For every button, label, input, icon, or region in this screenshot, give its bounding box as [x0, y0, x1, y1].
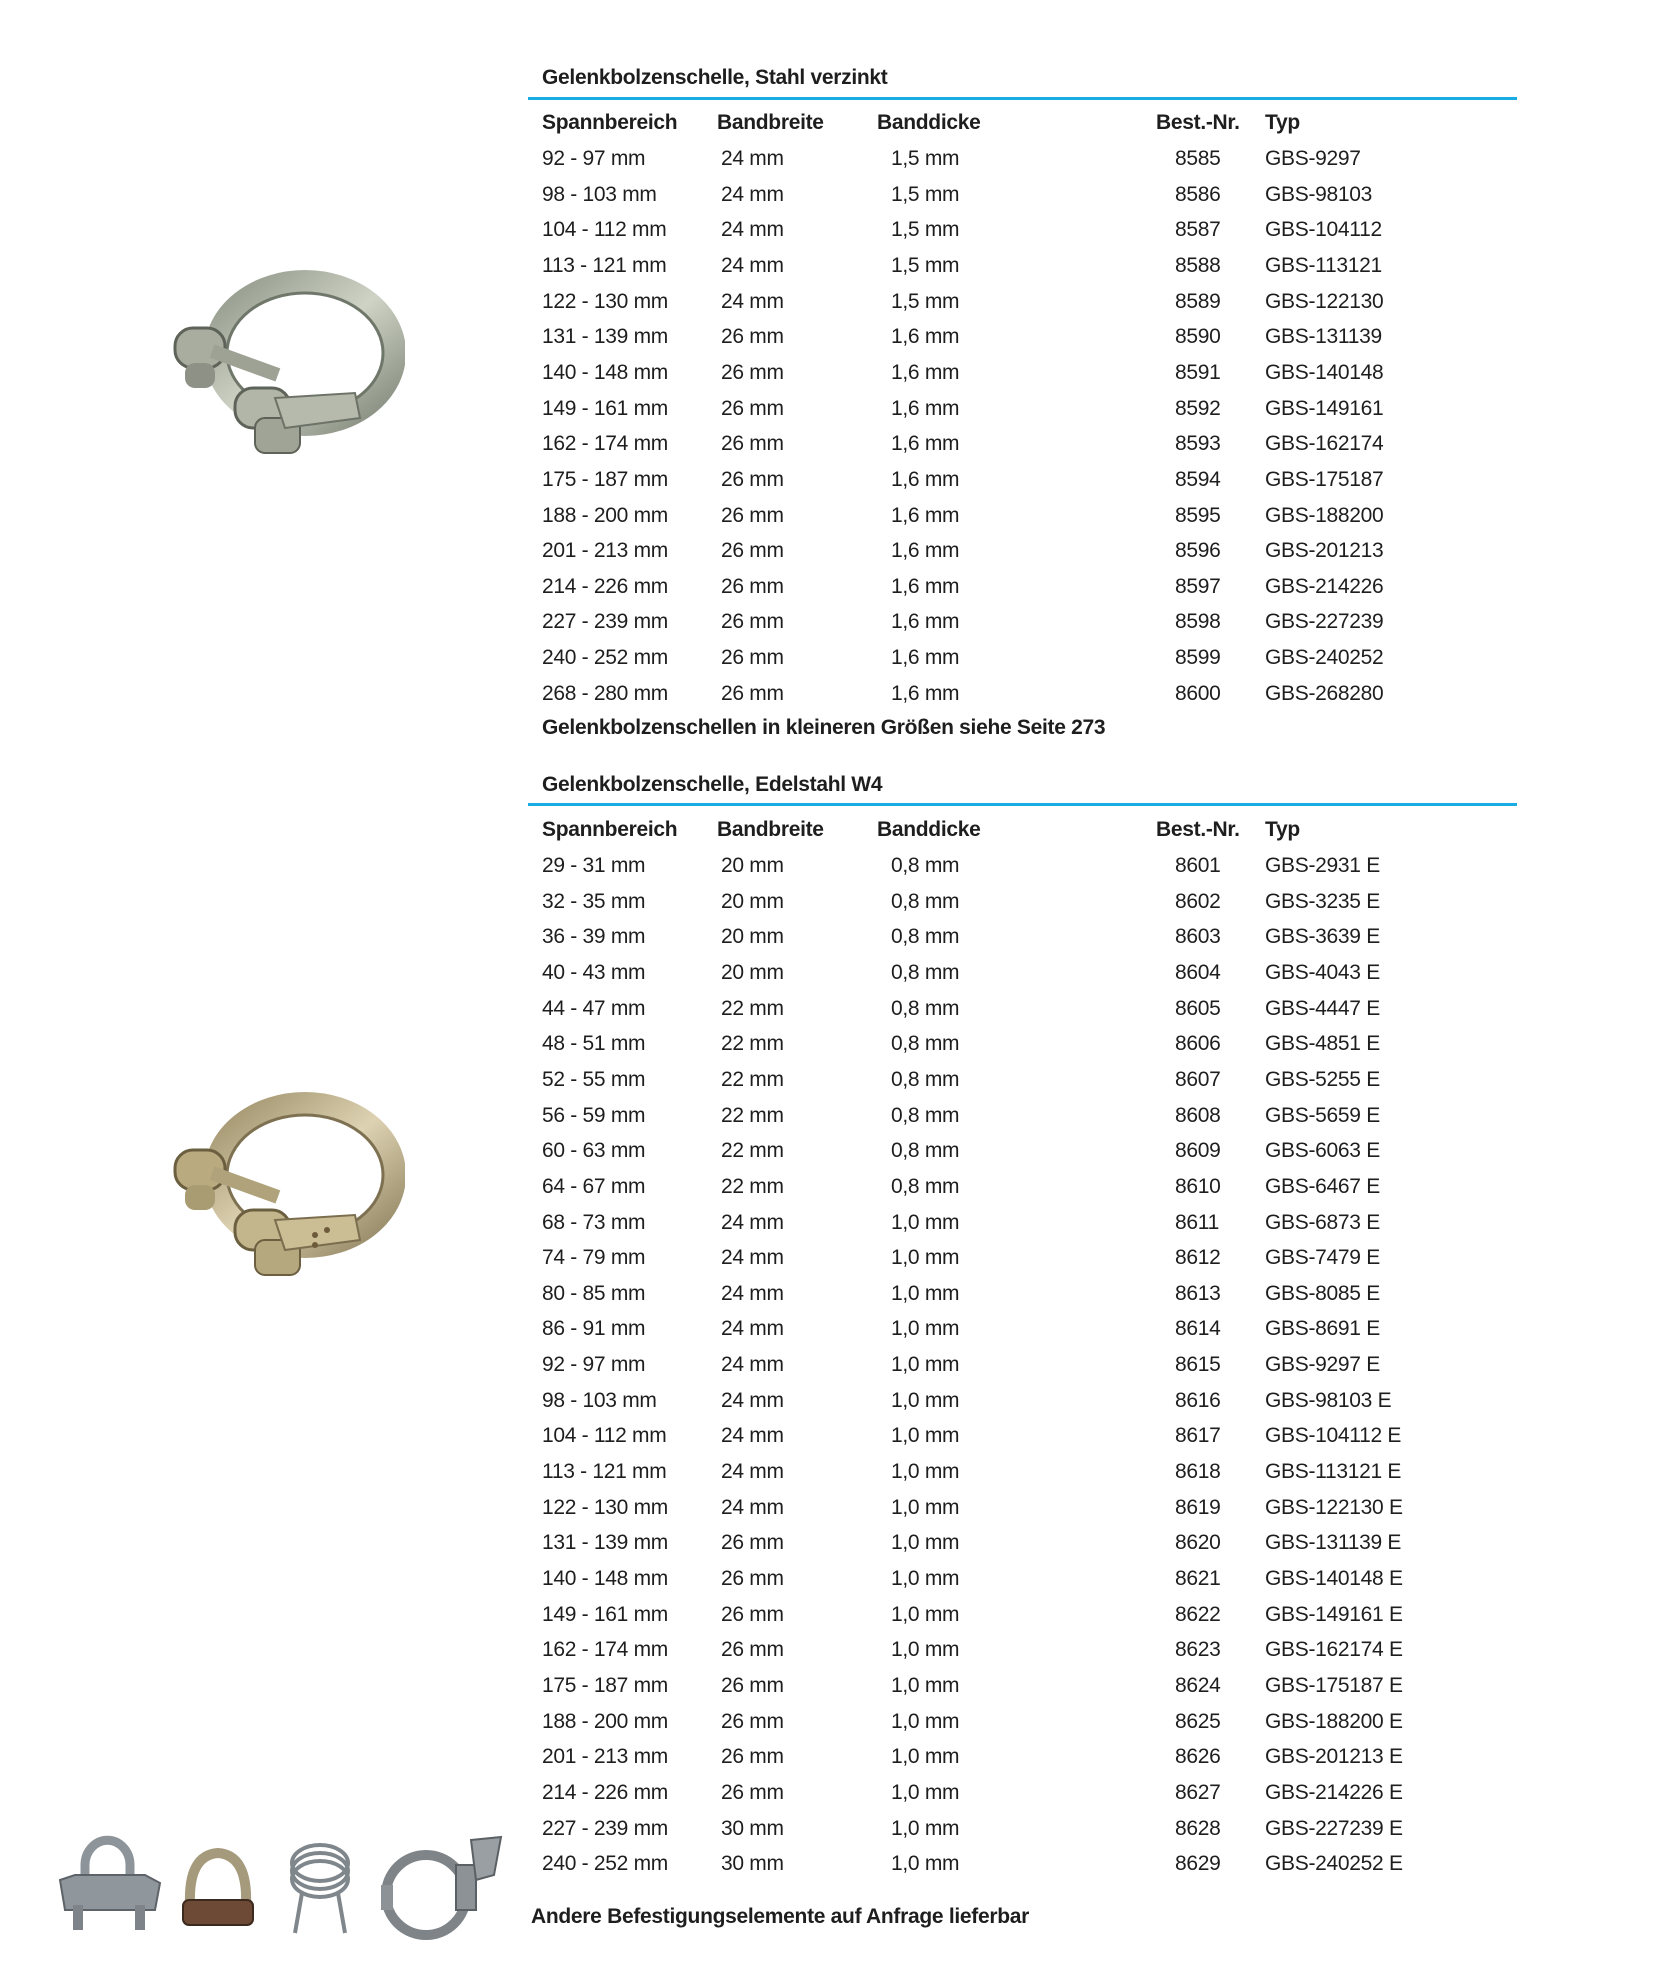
cell-bandbreite: 26 mm: [721, 539, 784, 563]
cell-banddicke: 1,0 mm: [891, 1531, 960, 1555]
cell-banddicke: 1,6 mm: [891, 646, 960, 670]
cell-typ: GBS-113121: [1265, 253, 1382, 277]
cell-banddicke: 1,5 mm: [891, 182, 960, 206]
cell-spannbereich: 80 - 85 mm: [542, 1281, 646, 1305]
cell-bandbreite: 26 mm: [721, 574, 784, 598]
cell-best-nr: 8612: [1175, 1246, 1221, 1270]
section-divider: [528, 97, 1517, 100]
cell-bandbreite: 24 mm: [721, 1424, 784, 1448]
column-header-typ: Typ: [1265, 111, 1300, 134]
band-clamp-photo: [178, 1845, 258, 1935]
cell-typ: GBS-227239: [1265, 610, 1384, 634]
table-row: [542, 854, 1522, 884]
cell-spannbereich: 240 - 252 mm: [542, 646, 668, 670]
cell-typ: GBS-113121 E: [1265, 1460, 1402, 1484]
table-row: [542, 1496, 1522, 1526]
cell-spannbereich: 48 - 51 mm: [542, 1032, 646, 1056]
cell-spannbereich: 40 - 43 mm: [542, 960, 646, 984]
cell-spannbereich: 131 - 139 mm: [542, 1531, 668, 1555]
table-row: [542, 432, 1522, 462]
cell-typ: GBS-6467 E: [1265, 1174, 1380, 1198]
cell-banddicke: 0,8 mm: [891, 1067, 960, 1091]
cell-bandbreite: 30 mm: [721, 1816, 784, 1840]
cell-typ: GBS-104112 E: [1265, 1424, 1402, 1448]
cell-best-nr: 8627: [1175, 1780, 1221, 1804]
cell-banddicke: 1,0 mm: [891, 1780, 960, 1804]
cell-best-nr: 8592: [1175, 396, 1221, 420]
cell-spannbereich: 175 - 187 mm: [542, 1673, 668, 1697]
table-row: [542, 1745, 1522, 1775]
cell-best-nr: 8597: [1175, 574, 1221, 598]
cell-best-nr: 8588: [1175, 253, 1221, 277]
cell-best-nr: 8605: [1175, 996, 1221, 1020]
cell-typ: GBS-9297: [1265, 147, 1361, 170]
cell-spannbereich: 52 - 55 mm: [542, 1067, 646, 1091]
table-row: [542, 682, 1522, 712]
column-header-bandbreite: Bandbreite: [717, 111, 824, 134]
cell-typ: GBS-201213 E: [1265, 1745, 1403, 1769]
table-row: [542, 1211, 1522, 1241]
cell-typ: GBS-5255 E: [1265, 1067, 1380, 1091]
table-row: [542, 1424, 1522, 1454]
cell-typ: GBS-131139: [1265, 325, 1382, 349]
table-row: [542, 575, 1522, 605]
cell-typ: GBS-240252: [1265, 646, 1384, 670]
cell-spannbereich: 113 - 121 mm: [542, 1460, 667, 1484]
cell-bandbreite: 26 mm: [721, 1673, 784, 1697]
cell-best-nr: 8626: [1175, 1745, 1221, 1769]
table-row: [542, 147, 1522, 177]
cell-banddicke: 0,8 mm: [891, 854, 960, 877]
cell-spannbereich: 44 - 47 mm: [542, 996, 646, 1020]
cell-spannbereich: 29 - 31 mm: [542, 854, 646, 877]
cell-best-nr: 8594: [1175, 467, 1221, 491]
table-row: [542, 1852, 1522, 1882]
cell-spannbereich: 162 - 174 mm: [542, 432, 668, 456]
smaller-sizes-note: Gelenkbolzenschellen in kleineren Größen siehe Seite 273: [542, 716, 1106, 739]
cell-spannbereich: 60 - 63 mm: [542, 1139, 646, 1163]
cell-best-nr: 8618: [1175, 1460, 1221, 1484]
cell-best-nr: 8600: [1175, 681, 1221, 705]
cell-best-nr: 8628: [1175, 1816, 1221, 1840]
cell-spannbereich: 162 - 174 mm: [542, 1638, 668, 1662]
cell-typ: GBS-7479 E: [1265, 1246, 1380, 1270]
table-row: [542, 325, 1522, 355]
cell-bandbreite: 22 mm: [721, 1174, 784, 1198]
cell-bandbreite: 22 mm: [721, 996, 784, 1020]
cell-banddicke: 1,0 mm: [891, 1246, 960, 1270]
table-row: [542, 361, 1522, 391]
section-title-galvanized: Gelenkbolzenschelle, Stahl verzinkt: [542, 66, 888, 89]
cell-banddicke: 1,6 mm: [891, 396, 960, 420]
cell-bandbreite: 20 mm: [721, 960, 784, 984]
cell-bandbreite: 26 mm: [721, 1567, 784, 1590]
cell-best-nr: 8610: [1175, 1174, 1221, 1198]
cell-banddicke: 0,8 mm: [891, 1174, 960, 1198]
cell-spannbereich: 74 - 79 mm: [542, 1246, 646, 1270]
table-row: [542, 397, 1522, 427]
cell-bandbreite: 26 mm: [721, 1531, 784, 1555]
table-row: [542, 254, 1522, 284]
table-row: [542, 1139, 1522, 1169]
column-header-best-nr: Best.-Nr.: [1156, 818, 1240, 841]
table-row: [542, 1674, 1522, 1704]
cell-bandbreite: 26 mm: [721, 467, 784, 491]
cell-spannbereich: 92 - 97 mm: [542, 1353, 646, 1377]
cell-best-nr: 8619: [1175, 1495, 1221, 1519]
cell-spannbereich: 188 - 200 mm: [542, 503, 668, 527]
cell-typ: GBS-3235 E: [1265, 889, 1380, 913]
table-row: [542, 1710, 1522, 1740]
cell-best-nr: 8620: [1175, 1531, 1221, 1555]
cell-spannbereich: 131 - 139 mm: [542, 325, 668, 349]
cell-typ: GBS-131139 E: [1265, 1531, 1402, 1555]
cell-spannbereich: 104 - 112 mm: [542, 218, 667, 242]
section-title-stainless: Gelenkbolzenschelle, Edelstahl W4: [542, 773, 883, 796]
cell-banddicke: 1,5 mm: [891, 147, 960, 170]
cell-spannbereich: 227 - 239 mm: [542, 610, 668, 634]
cell-typ: GBS-149161: [1265, 396, 1384, 420]
cell-banddicke: 0,8 mm: [891, 925, 960, 949]
cell-best-nr: 8617: [1175, 1424, 1221, 1448]
cell-banddicke: 1,6 mm: [891, 681, 960, 705]
cell-spannbereich: 98 - 103 mm: [542, 1388, 657, 1412]
cell-bandbreite: 26 mm: [721, 1709, 784, 1733]
cell-bandbreite: 24 mm: [721, 253, 784, 277]
column-header-bandbreite: Bandbreite: [717, 818, 824, 841]
cell-spannbereich: 140 - 148 mm: [542, 360, 668, 384]
table-row: [542, 610, 1522, 640]
cell-banddicke: 0,8 mm: [891, 960, 960, 984]
table-row: [542, 1567, 1522, 1597]
cell-banddicke: 1,0 mm: [891, 1709, 960, 1733]
table-row: [542, 468, 1522, 498]
cell-best-nr: 8609: [1175, 1139, 1221, 1163]
cell-banddicke: 1,0 mm: [891, 1460, 960, 1484]
cell-bandbreite: 22 mm: [721, 1032, 784, 1056]
cell-bandbreite: 26 mm: [721, 1602, 784, 1626]
cell-spannbereich: 86 - 91 mm: [542, 1317, 646, 1341]
cell-banddicke: 1,6 mm: [891, 539, 960, 563]
table-row: [542, 1104, 1522, 1134]
cell-spannbereich: 36 - 39 mm: [542, 925, 646, 949]
cell-typ: GBS-188200 E: [1265, 1709, 1403, 1733]
cell-best-nr: 8613: [1175, 1281, 1221, 1305]
cell-typ: GBS-175187 E: [1265, 1673, 1403, 1697]
cell-typ: GBS-122130: [1265, 289, 1384, 313]
cell-banddicke: 1,6 mm: [891, 574, 960, 598]
cell-banddicke: 0,8 mm: [891, 1103, 960, 1127]
cell-bandbreite: 20 mm: [721, 925, 784, 949]
cell-bandbreite: 30 mm: [721, 1852, 784, 1876]
cell-bandbreite: 20 mm: [721, 889, 784, 913]
table-row: [542, 539, 1522, 569]
quick-release-clamp-photo: [376, 1835, 506, 1945]
cell-typ: GBS-268280: [1265, 681, 1384, 705]
column-header-banddicke: Banddicke: [877, 111, 981, 134]
cell-banddicke: 1,0 mm: [891, 1852, 960, 1876]
cell-bandbreite: 26 mm: [721, 360, 784, 384]
cell-best-nr: 8623: [1175, 1638, 1221, 1662]
cell-spannbereich: 113 - 121 mm: [542, 253, 667, 277]
cell-bandbreite: 24 mm: [721, 1317, 784, 1341]
cell-banddicke: 1,0 mm: [891, 1602, 960, 1626]
hinged-bolt-clamp-stainless-photo: [165, 1090, 405, 1300]
cell-spannbereich: 214 - 226 mm: [542, 1780, 668, 1804]
cell-best-nr: 8591: [1175, 360, 1221, 384]
table-row: [542, 183, 1522, 213]
cell-bandbreite: 26 mm: [721, 1745, 784, 1769]
cell-spannbereich: 201 - 213 mm: [542, 539, 668, 563]
cell-typ: GBS-201213: [1265, 539, 1384, 563]
cell-bandbreite: 26 mm: [721, 325, 784, 349]
cell-best-nr: 8625: [1175, 1709, 1221, 1733]
cell-bandbreite: 24 mm: [721, 218, 784, 242]
cell-typ: GBS-227239 E: [1265, 1816, 1403, 1840]
table-row: [542, 1282, 1522, 1312]
table-row: [542, 1389, 1522, 1419]
cell-best-nr: 8629: [1175, 1852, 1221, 1876]
cell-banddicke: 0,8 mm: [891, 1032, 960, 1056]
cell-spannbereich: 188 - 200 mm: [542, 1709, 668, 1733]
table-row: [542, 890, 1522, 920]
cell-best-nr: 8614: [1175, 1317, 1221, 1341]
cell-typ: GBS-240252 E: [1265, 1852, 1403, 1876]
table-row: [542, 1353, 1522, 1383]
cell-bandbreite: 22 mm: [721, 1067, 784, 1091]
cell-typ: GBS-214226: [1265, 574, 1384, 598]
spring-wire-clamp-photo: [280, 1838, 360, 1938]
cell-banddicke: 1,6 mm: [891, 432, 960, 456]
cell-banddicke: 1,6 mm: [891, 325, 960, 349]
cell-bandbreite: 24 mm: [721, 1353, 784, 1377]
cell-banddicke: 1,0 mm: [891, 1816, 960, 1840]
cell-typ: GBS-188200: [1265, 503, 1384, 527]
cell-typ: GBS-175187: [1265, 467, 1384, 491]
cell-bandbreite: 20 mm: [721, 854, 784, 877]
cell-banddicke: 1,0 mm: [891, 1424, 960, 1448]
cell-banddicke: 1,0 mm: [891, 1388, 960, 1412]
cell-best-nr: 8615: [1175, 1353, 1221, 1377]
cell-typ: GBS-5659 E: [1265, 1103, 1380, 1127]
column-header-best-nr: Best.-Nr.: [1156, 111, 1240, 134]
cell-best-nr: 8599: [1175, 646, 1221, 670]
cell-best-nr: 8608: [1175, 1103, 1221, 1127]
cell-typ: GBS-8085 E: [1265, 1281, 1380, 1305]
table-row: [542, 1638, 1522, 1668]
table-row: [542, 1068, 1522, 1098]
table-row: [542, 646, 1522, 676]
cell-banddicke: 1,5 mm: [891, 253, 960, 277]
cell-banddicke: 1,0 mm: [891, 1567, 960, 1590]
cell-best-nr: 8604: [1175, 960, 1221, 984]
cell-typ: GBS-214226 E: [1265, 1780, 1403, 1804]
cell-banddicke: 1,0 mm: [891, 1353, 960, 1377]
cell-typ: GBS-162174 E: [1265, 1638, 1403, 1662]
cell-best-nr: 8587: [1175, 218, 1221, 242]
hinged-bolt-clamp-galvanized-photo: [165, 268, 405, 478]
table-row: [542, 1531, 1522, 1561]
cell-spannbereich: 140 - 148 mm: [542, 1567, 668, 1590]
table-row: [542, 1317, 1522, 1347]
cell-spannbereich: 149 - 161 mm: [542, 396, 668, 420]
cell-bandbreite: 26 mm: [721, 681, 784, 705]
table-header-row: [542, 818, 1522, 848]
footer-note: Andere Befestigungselemente auf Anfrage lieferbar: [531, 1905, 1029, 1928]
u-bolt-exhaust-clamp-photo: [55, 1835, 165, 1935]
cell-spannbereich: 32 - 35 mm: [542, 889, 646, 913]
cell-best-nr: 8598: [1175, 610, 1221, 634]
cell-spannbereich: 149 - 161 mm: [542, 1602, 668, 1626]
cell-typ: GBS-149161 E: [1265, 1602, 1403, 1626]
column-header-spannbereich: Spannbereich: [542, 818, 678, 841]
cell-typ: GBS-98103: [1265, 182, 1373, 206]
cell-bandbreite: 22 mm: [721, 1103, 784, 1127]
cell-banddicke: 1,5 mm: [891, 289, 960, 313]
cell-typ: GBS-6063 E: [1265, 1139, 1380, 1163]
cell-best-nr: 8607: [1175, 1067, 1221, 1091]
table-row: [542, 218, 1522, 248]
cell-spannbereich: 201 - 213 mm: [542, 1745, 668, 1769]
cell-banddicke: 1,0 mm: [891, 1495, 960, 1519]
cell-typ: GBS-140148 E: [1265, 1567, 1403, 1590]
cell-typ: GBS-2931 E: [1265, 854, 1380, 877]
cell-best-nr: 8622: [1175, 1602, 1221, 1626]
cell-banddicke: 1,0 mm: [891, 1317, 960, 1341]
table-row: [542, 1246, 1522, 1276]
cell-best-nr: 8589: [1175, 289, 1221, 313]
cell-typ: GBS-122130 E: [1265, 1495, 1403, 1519]
cell-bandbreite: 22 mm: [721, 1139, 784, 1163]
table-row: [542, 1603, 1522, 1633]
cell-bandbreite: 24 mm: [721, 1246, 784, 1270]
cell-spannbereich: 214 - 226 mm: [542, 574, 668, 598]
cell-banddicke: 1,0 mm: [891, 1673, 960, 1697]
cell-spannbereich: 175 - 187 mm: [542, 467, 668, 491]
cell-spannbereich: 122 - 130 mm: [542, 1495, 668, 1519]
cell-banddicke: 0,8 mm: [891, 1139, 960, 1163]
cell-spannbereich: 240 - 252 mm: [542, 1852, 668, 1876]
cell-best-nr: 8606: [1175, 1032, 1221, 1056]
cell-bandbreite: 24 mm: [721, 1388, 784, 1412]
table-row: [542, 1781, 1522, 1811]
cell-best-nr: 8590: [1175, 325, 1221, 349]
cell-typ: GBS-3639 E: [1265, 925, 1380, 949]
cell-spannbereich: 227 - 239 mm: [542, 1816, 668, 1840]
table-header-row: [542, 111, 1522, 141]
cell-bandbreite: 26 mm: [721, 432, 784, 456]
cell-typ: GBS-104112: [1265, 218, 1382, 242]
cell-typ: GBS-162174: [1265, 432, 1384, 456]
cell-bandbreite: 26 mm: [721, 1638, 784, 1662]
cell-spannbereich: 92 - 97 mm: [542, 147, 646, 170]
cell-bandbreite: 24 mm: [721, 147, 784, 170]
cell-spannbereich: 268 - 280 mm: [542, 681, 668, 705]
table-row: [542, 1817, 1522, 1847]
cell-banddicke: 1,6 mm: [891, 360, 960, 384]
cell-best-nr: 8621: [1175, 1567, 1221, 1590]
cell-banddicke: 1,0 mm: [891, 1281, 960, 1305]
cell-typ: GBS-140148: [1265, 360, 1384, 384]
cell-best-nr: 8601: [1175, 854, 1221, 877]
cell-best-nr: 8586: [1175, 182, 1221, 206]
cell-spannbereich: 56 - 59 mm: [542, 1103, 646, 1127]
cell-best-nr: 8616: [1175, 1388, 1221, 1412]
cell-bandbreite: 26 mm: [721, 646, 784, 670]
cell-best-nr: 8611: [1175, 1210, 1219, 1234]
cell-typ: GBS-4851 E: [1265, 1032, 1380, 1056]
cell-best-nr: 8596: [1175, 539, 1221, 563]
table-row: [542, 1460, 1522, 1490]
cell-bandbreite: 26 mm: [721, 1780, 784, 1804]
cell-bandbreite: 24 mm: [721, 1495, 784, 1519]
table-row: [542, 925, 1522, 955]
table-row: [542, 290, 1522, 320]
column-header-spannbereich: Spannbereich: [542, 111, 678, 134]
cell-banddicke: 1,0 mm: [891, 1210, 960, 1234]
cell-banddicke: 1,6 mm: [891, 610, 960, 634]
cell-best-nr: 8624: [1175, 1673, 1221, 1697]
cell-bandbreite: 26 mm: [721, 503, 784, 527]
cell-bandbreite: 24 mm: [721, 1210, 784, 1234]
table-row: [542, 997, 1522, 1027]
cell-bandbreite: 24 mm: [721, 289, 784, 313]
cell-bandbreite: 24 mm: [721, 182, 784, 206]
cell-typ: GBS-6873 E: [1265, 1210, 1380, 1234]
cell-banddicke: 1,0 mm: [891, 1745, 960, 1769]
cell-banddicke: 0,8 mm: [891, 889, 960, 913]
cell-spannbereich: 64 - 67 mm: [542, 1174, 646, 1198]
cell-typ: GBS-9297 E: [1265, 1353, 1380, 1377]
cell-typ: GBS-98103 E: [1265, 1388, 1392, 1412]
table-row: [542, 1175, 1522, 1205]
cell-best-nr: 8593: [1175, 432, 1221, 456]
cell-typ: GBS-8691 E: [1265, 1317, 1380, 1341]
cell-spannbereich: 122 - 130 mm: [542, 289, 668, 313]
cell-spannbereich: 98 - 103 mm: [542, 182, 657, 206]
cell-banddicke: 1,0 mm: [891, 1638, 960, 1662]
cell-best-nr: 8603: [1175, 925, 1221, 949]
section-divider: [528, 803, 1517, 806]
cell-banddicke: 0,8 mm: [891, 996, 960, 1020]
cell-spannbereich: 104 - 112 mm: [542, 1424, 667, 1448]
cell-best-nr: 8602: [1175, 889, 1221, 913]
cell-bandbreite: 24 mm: [721, 1281, 784, 1305]
cell-banddicke: 1,6 mm: [891, 467, 960, 491]
table-row: [542, 961, 1522, 991]
cell-bandbreite: 26 mm: [721, 396, 784, 420]
cell-typ: GBS-4447 E: [1265, 996, 1380, 1020]
cell-banddicke: 1,5 mm: [891, 218, 960, 242]
cell-bandbreite: 24 mm: [721, 1460, 784, 1484]
table-row: [542, 504, 1522, 534]
table-row: [542, 1032, 1522, 1062]
cell-bandbreite: 26 mm: [721, 610, 784, 634]
cell-spannbereich: 68 - 73 mm: [542, 1210, 646, 1234]
cell-best-nr: 8585: [1175, 147, 1221, 170]
column-header-banddicke: Banddicke: [877, 818, 981, 841]
cell-typ: GBS-4043 E: [1265, 960, 1380, 984]
cell-best-nr: 8595: [1175, 503, 1221, 527]
column-header-typ: Typ: [1265, 818, 1300, 841]
cell-banddicke: 1,6 mm: [891, 503, 960, 527]
